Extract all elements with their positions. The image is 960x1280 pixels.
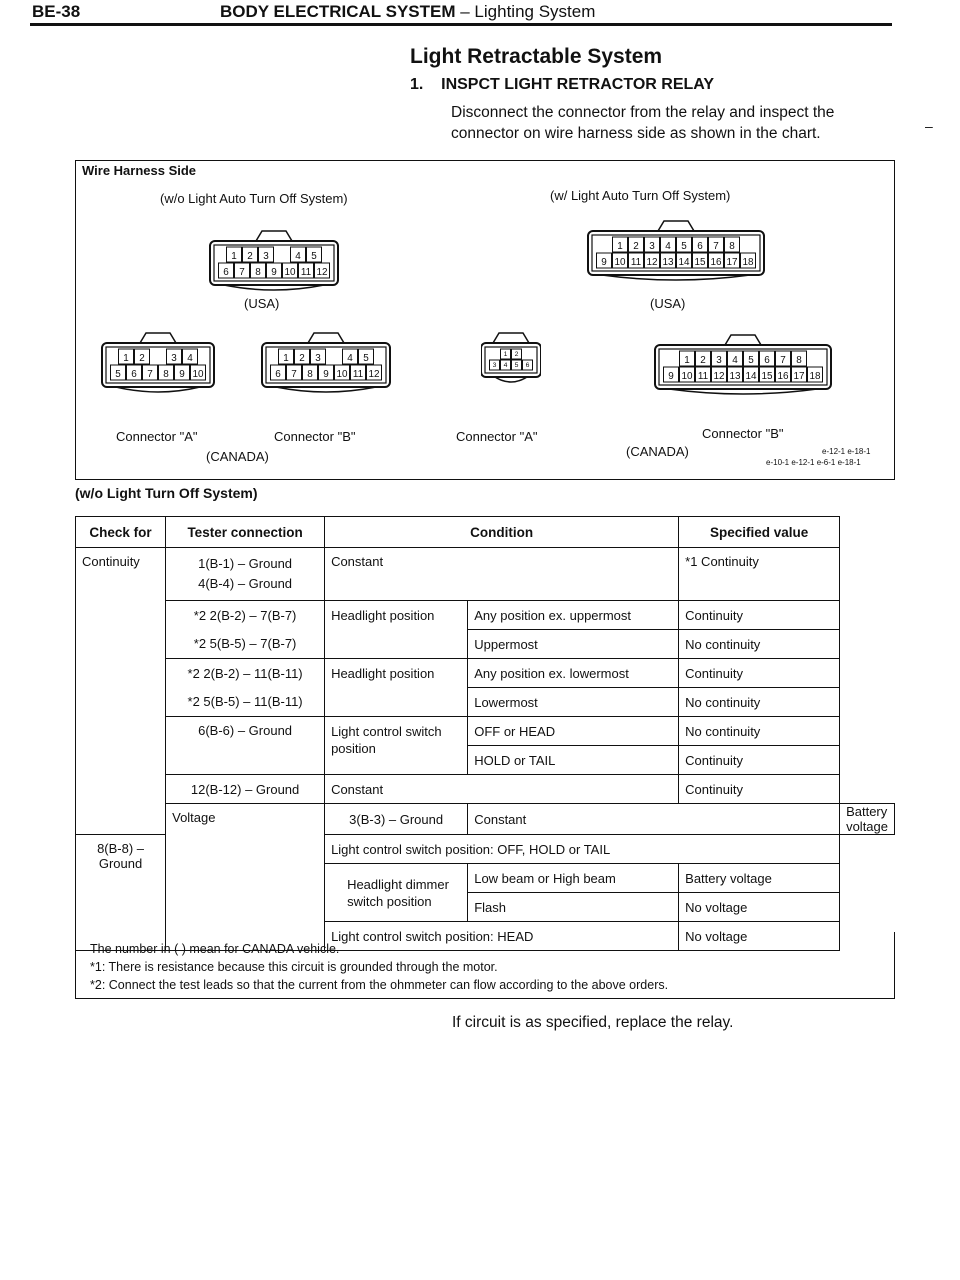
svg-text:1: 1 xyxy=(617,241,623,252)
svg-text:3: 3 xyxy=(649,241,655,252)
header-separator: – xyxy=(455,2,475,21)
svg-text:16: 16 xyxy=(777,371,789,382)
svg-text:16: 16 xyxy=(710,257,722,268)
table-row xyxy=(76,601,895,630)
svg-text:9: 9 xyxy=(601,257,607,268)
harness-title: Wire Harness Side xyxy=(82,163,197,178)
svg-text:15: 15 xyxy=(694,257,706,268)
svg-text:1: 1 xyxy=(503,351,508,358)
svg-text:7: 7 xyxy=(291,369,297,380)
svg-text:14: 14 xyxy=(678,257,690,268)
svg-text:8: 8 xyxy=(729,241,735,252)
condition: Constant xyxy=(325,775,679,804)
svg-text:1: 1 xyxy=(684,355,690,366)
table-row xyxy=(76,775,895,804)
tester-connection: 8(B-8) – Ground xyxy=(76,835,166,951)
svg-text:10: 10 xyxy=(681,371,693,382)
condition-detail: Low beam or High beam xyxy=(468,864,679,893)
header-condition: Condition xyxy=(325,517,679,548)
tester-connection: 12(B-12) – Ground xyxy=(166,775,325,804)
svg-text:4: 4 xyxy=(503,362,508,369)
tester-connection: *2 5(B-5) – 11(B-11) xyxy=(166,688,325,717)
check-continuity: Continuity xyxy=(76,548,166,835)
svg-text:8: 8 xyxy=(255,267,261,278)
condition: Constant xyxy=(468,804,840,835)
specified-value: Battery voltage xyxy=(679,864,840,893)
svg-text:3: 3 xyxy=(716,355,722,366)
table-row xyxy=(76,630,895,659)
svg-text:5: 5 xyxy=(514,362,519,369)
condition: Headlight dimmer switch position xyxy=(325,864,468,922)
svg-text:5: 5 xyxy=(363,353,369,364)
svg-text:1: 1 xyxy=(231,251,237,262)
svg-text:11: 11 xyxy=(300,267,312,278)
specified-value: Continuity xyxy=(679,775,840,804)
svg-text:8: 8 xyxy=(307,369,313,380)
right-heading: (w/ Light Auto Turn Off System) xyxy=(550,188,731,203)
tester-connection: 3(B-3) – Ground xyxy=(325,804,468,835)
note-1: *1: There is resistance because this circuit is grounded through the motor. xyxy=(90,960,498,974)
usa-label-right: (USA) xyxy=(650,296,686,311)
table-row xyxy=(76,659,895,688)
note-2: *2: Connect the test leads so that the current from the ohmmeter can flow according to the above orders. xyxy=(90,978,669,992)
page-number: BE-38 xyxy=(32,2,81,21)
condition: Light control switch position: HEAD xyxy=(325,922,679,951)
inspection-table xyxy=(75,516,895,951)
svg-text:18: 18 xyxy=(742,257,754,268)
specified-value: Continuity xyxy=(679,746,840,775)
tester-connection-b: 4(B-4) – Ground xyxy=(198,576,293,591)
svg-text:7: 7 xyxy=(780,355,786,366)
step-instruction: Disconnect the connector from the relay and inspect the connector on wire harness side as shown in the chart. xyxy=(451,104,835,142)
specified-value: No continuity xyxy=(679,630,840,659)
svg-text:4: 4 xyxy=(665,241,671,252)
svg-text:6: 6 xyxy=(764,355,770,366)
svg-text:1: 1 xyxy=(123,353,129,364)
svg-text:6: 6 xyxy=(697,241,703,252)
label-connector-a-left: Connector "A" xyxy=(116,429,198,444)
tester-connection: 6(B-6) – Ground xyxy=(166,717,325,775)
table-row xyxy=(76,717,895,746)
condition: Light control switch position: OFF, HOLD or TAIL xyxy=(325,835,840,864)
specified-value: *1 Continuity xyxy=(679,548,840,601)
condition: Headlight position xyxy=(325,601,468,630)
svg-text:9: 9 xyxy=(271,267,277,278)
canada-label-right: (CANADA) xyxy=(626,444,689,459)
svg-text:5: 5 xyxy=(115,369,121,380)
connector-18pin-canada xyxy=(618,331,868,411)
svg-text:2: 2 xyxy=(247,251,253,262)
svg-text:7: 7 xyxy=(713,241,719,252)
label-connector-a-right: Connector "A" xyxy=(456,429,538,444)
step-title: INSPCT LIGHT RETRACTOR RELAY xyxy=(441,76,715,93)
tester-connection-a: 1(B-1) – Ground xyxy=(198,556,293,571)
svg-text:2: 2 xyxy=(139,353,145,364)
svg-text:12: 12 xyxy=(713,371,725,382)
header-rule xyxy=(30,23,892,26)
svg-text:12: 12 xyxy=(316,267,328,278)
table-row xyxy=(76,688,895,717)
table-header-row xyxy=(76,517,895,548)
table-notes xyxy=(75,932,895,999)
label-connector-b-left: Connector "B" xyxy=(274,429,356,444)
svg-text:10: 10 xyxy=(336,369,348,380)
svg-text:9: 9 xyxy=(668,371,674,382)
check-voltage: Voltage xyxy=(166,804,325,951)
svg-text:11: 11 xyxy=(697,371,709,382)
specified-value: No continuity xyxy=(679,717,840,746)
connector-6pin-canada xyxy=(481,329,541,399)
svg-text:4: 4 xyxy=(187,353,193,364)
svg-text:10: 10 xyxy=(614,257,626,268)
svg-text:4: 4 xyxy=(732,355,738,366)
svg-text:10: 10 xyxy=(192,369,204,380)
connector-12pin-canada xyxy=(256,329,396,399)
tester-connection: *2 5(B-5) – 7(B-7) xyxy=(166,630,325,659)
svg-text:15: 15 xyxy=(761,371,773,382)
table-subtitle: (w/o Light Turn Off System) xyxy=(75,485,258,501)
specified-value: No voltage xyxy=(679,893,840,922)
connector-12pin-usa xyxy=(204,227,344,297)
header-section: BODY ELECTRICAL SYSTEM xyxy=(220,2,456,21)
svg-text:11: 11 xyxy=(630,257,642,268)
margin-mark: – xyxy=(925,118,933,134)
usa-label-left: (USA) xyxy=(244,296,280,311)
svg-text:9: 9 xyxy=(323,369,329,380)
header-specified-value: Specified value xyxy=(679,517,840,548)
svg-text:6: 6 xyxy=(525,362,530,369)
table-row xyxy=(76,548,895,601)
tester-connection: *2 2(B-2) – 7(B-7) xyxy=(166,601,325,630)
header-check-for: Check for xyxy=(76,517,166,548)
svg-text:10: 10 xyxy=(284,267,296,278)
header-subsection: Lighting System xyxy=(474,2,596,21)
svg-text:18: 18 xyxy=(809,371,821,382)
svg-text:3: 3 xyxy=(263,251,269,262)
svg-text:5: 5 xyxy=(311,251,317,262)
svg-text:6: 6 xyxy=(223,267,229,278)
svg-text:12: 12 xyxy=(368,369,380,380)
svg-text:17: 17 xyxy=(726,257,738,268)
connector-18pin-usa xyxy=(558,217,794,293)
svg-text:11: 11 xyxy=(352,369,364,380)
condition-detail: Flash xyxy=(468,893,679,922)
condition-detail: Any position ex. lowermost xyxy=(468,659,679,688)
svg-text:8: 8 xyxy=(163,369,169,380)
figure-refs-2: e-10-1 e-12-1 e-6-1 e-18-1 xyxy=(766,458,861,467)
svg-text:8: 8 xyxy=(796,355,802,366)
svg-text:2: 2 xyxy=(700,355,706,366)
connector-10pin-canada xyxy=(98,329,218,399)
footer-instruction: If circuit is as specified, replace the relay. xyxy=(452,1014,734,1031)
figure-refs-1: e-12-1 e-18-1 xyxy=(822,447,871,456)
svg-text:3: 3 xyxy=(171,353,177,364)
svg-text:4: 4 xyxy=(347,353,353,364)
svg-text:5: 5 xyxy=(748,355,754,366)
svg-text:6: 6 xyxy=(275,369,281,380)
specified-value: Continuity xyxy=(679,601,840,630)
tester-connection: *2 2(B-2) – 11(B-11) xyxy=(166,659,325,688)
specified-value: No continuity xyxy=(679,688,840,717)
wire-harness-figure xyxy=(75,160,895,480)
header-tester-connection: Tester connection xyxy=(166,517,325,548)
svg-text:1: 1 xyxy=(283,353,289,364)
condition-detail: OFF or HEAD xyxy=(468,717,679,746)
svg-text:14: 14 xyxy=(745,371,757,382)
specified-value: Continuity xyxy=(679,659,840,688)
svg-text:2: 2 xyxy=(514,351,519,358)
canada-label-left: (CANADA) xyxy=(206,449,269,464)
condition-detail: Any position ex. uppermost xyxy=(468,601,679,630)
svg-text:2: 2 xyxy=(299,353,305,364)
svg-text:17: 17 xyxy=(793,371,805,382)
note-canada: The number in ( ) mean for CANADA vehicle. xyxy=(90,942,340,956)
svg-text:4: 4 xyxy=(295,251,301,262)
svg-text:13: 13 xyxy=(662,257,674,268)
condition: Constant xyxy=(325,548,679,601)
tester-connection xyxy=(166,548,325,601)
step-number: 1. xyxy=(410,76,424,93)
label-connector-b-right: Connector "B" xyxy=(702,426,784,441)
svg-text:3: 3 xyxy=(315,353,321,364)
table-row xyxy=(76,804,895,835)
svg-text:7: 7 xyxy=(239,267,245,278)
condition: Headlight position xyxy=(325,659,468,688)
specified-value: No voltage xyxy=(679,922,840,951)
svg-text:5: 5 xyxy=(681,241,687,252)
svg-text:6: 6 xyxy=(131,369,137,380)
svg-text:13: 13 xyxy=(729,371,741,382)
condition: Light control switch position xyxy=(325,717,468,775)
svg-text:7: 7 xyxy=(147,369,153,380)
condition-detail: Uppermost xyxy=(468,630,679,659)
condition-detail: Lowermost xyxy=(468,688,679,717)
svg-text:12: 12 xyxy=(646,257,658,268)
step-heading xyxy=(410,76,714,94)
specified-value: Battery voltage xyxy=(840,804,895,835)
section-title: Light Retractable System xyxy=(410,45,663,68)
running-header xyxy=(220,2,595,22)
svg-text:9: 9 xyxy=(179,369,185,380)
condition-detail: HOLD or TAIL xyxy=(468,746,679,775)
svg-text:2: 2 xyxy=(633,241,639,252)
left-heading: (w/o Light Auto Turn Off System) xyxy=(160,191,348,206)
svg-text:3: 3 xyxy=(492,362,497,369)
